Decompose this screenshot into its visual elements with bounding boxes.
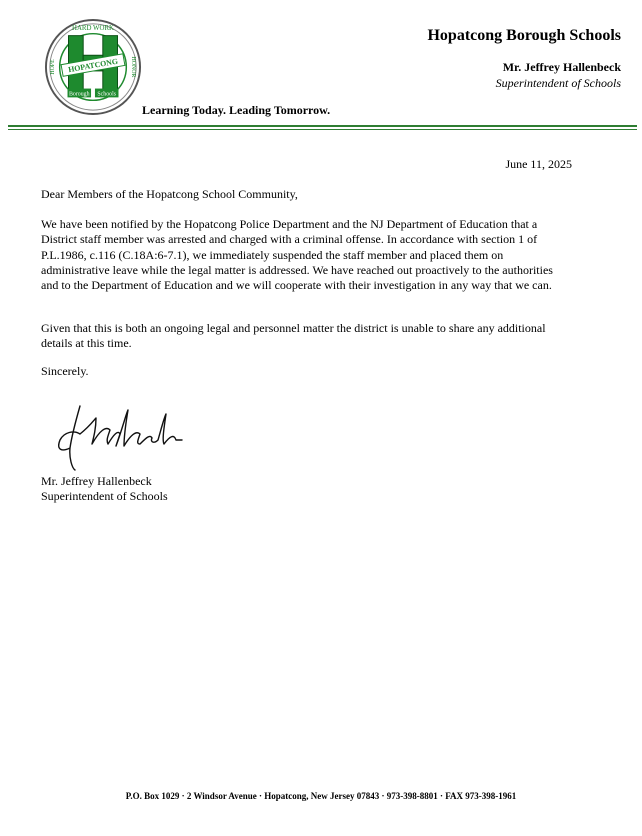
svg-text:HOPATCONG: HOPATCONG — [67, 56, 119, 75]
signer-title: Superintendent of Schools — [41, 489, 168, 503]
header-divider — [8, 125, 637, 127]
footer-address: P.O. Box 1029 · 2 Windsor Avenue · Hopatcong, New Jersey 07843 · 973-398-8801 · FAX 973-398-1961 — [125, 791, 517, 801]
org-name: Hopatcong Borough Schools — [427, 27, 621, 44]
svg-text:Schools: Schools — [97, 91, 117, 98]
superintendent-name: Mr. Jeffrey Hallenbeck — [502, 60, 621, 74]
signer-name: Mr. Jeffrey Hallenbeck — [41, 474, 152, 488]
closing: Sincerely. — [41, 364, 89, 378]
district-logo — [44, 18, 142, 116]
salutation: Dear Members of the Hopatcong School Community, — [41, 187, 298, 201]
svg-text:HARD WORK: HARD WORK — [72, 24, 114, 32]
superintendent-title: Superintendent of Schools — [495, 76, 621, 90]
header-divider-thin — [8, 129, 637, 130]
handwritten-signature-icon — [50, 400, 190, 472]
paragraph-1: We have been notified by the Hopatcong Police Department and the NJ Department of Education that a District staff member was arrested and charged with a criminal offense. In accordance with section 1 of P.L.1986, c.116 (C.18A:6-7.1), we immediately suspended the staff member and placed them on administrative leave while the legal matter is addressed. We have reached out proactively to the authorities and to the Department of Education and we will cooperate with their investigation in any way that we can. — [41, 217, 553, 293]
paragraph-2: Given that this is both an ongoing legal and personnel matter the district is unable to share any additional details at this time. — [41, 321, 546, 351]
letter-date: June 11, 2025 — [505, 157, 572, 171]
svg-text:HOPE: HOPE — [49, 59, 56, 75]
svg-text:HONOR: HONOR — [130, 56, 137, 78]
svg-text:Borough: Borough — [68, 91, 90, 98]
tagline: Learning Today. Leading Tomorrow. — [142, 103, 331, 117]
